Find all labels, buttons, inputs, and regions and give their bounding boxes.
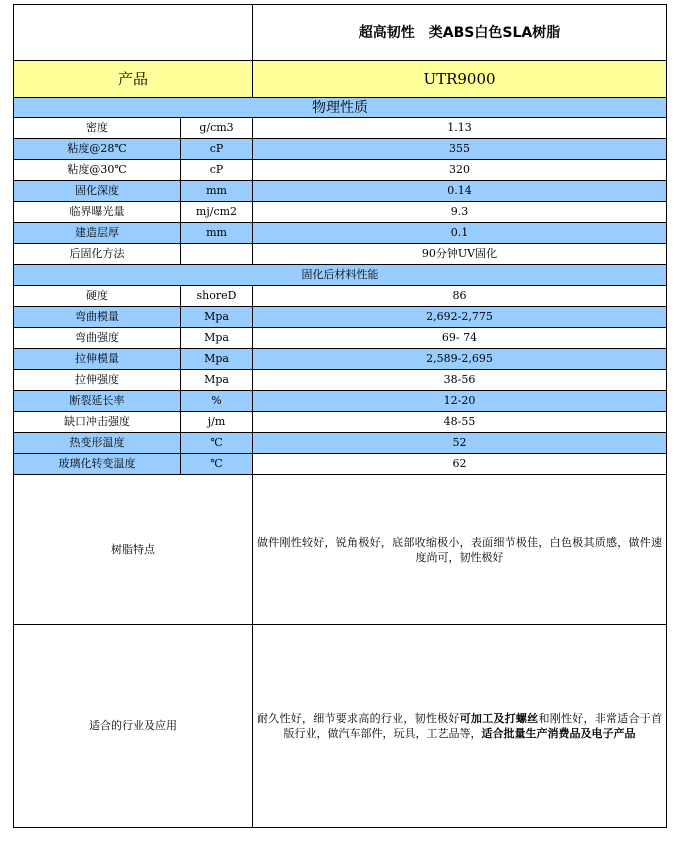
product-label: 产品 xyxy=(14,61,253,98)
property-unit: mm xyxy=(181,223,253,244)
property-value: 2,692-2,775 xyxy=(253,307,667,328)
property-unit: % xyxy=(181,391,253,412)
table-row xyxy=(14,433,667,454)
property-value: 69- 74 xyxy=(253,328,667,349)
property-value: 0.1 xyxy=(253,223,667,244)
property-name: 弯曲强度 xyxy=(14,328,181,349)
product-row xyxy=(14,61,667,98)
section-header-cured xyxy=(14,265,667,286)
features-label: 树脂特点 xyxy=(14,475,253,625)
property-name: 密度 xyxy=(14,118,181,139)
property-value: 90分钟UV固化 xyxy=(253,244,667,265)
applications-text xyxy=(253,625,667,828)
table-row xyxy=(14,139,667,160)
property-value: 12-20 xyxy=(253,391,667,412)
applications-text-part-1: 耐久性好，细节要求高的行业，韧性极好 xyxy=(257,712,460,725)
table-row xyxy=(14,349,667,370)
table-row xyxy=(14,244,667,265)
features-row xyxy=(14,475,667,625)
property-name: 临界曝光量 xyxy=(14,202,181,223)
section-title-cured: 固化后材料性能 xyxy=(14,265,667,286)
applications-row xyxy=(14,625,667,828)
table-row xyxy=(14,223,667,244)
property-unit: ℃ xyxy=(181,433,253,454)
title-blank-cell xyxy=(14,5,253,61)
table-row xyxy=(14,391,667,412)
property-name: 拉伸模量 xyxy=(14,349,181,370)
property-value: 38-56 xyxy=(253,370,667,391)
table-row xyxy=(14,118,667,139)
property-value: 1.13 xyxy=(253,118,667,139)
property-unit: g/cm3 xyxy=(181,118,253,139)
property-unit xyxy=(181,244,253,265)
property-name: 后固化方法 xyxy=(14,244,181,265)
property-unit: Mpa xyxy=(181,328,253,349)
property-value: 62 xyxy=(253,454,667,475)
applications-text-part-2: 和刚性好，非常适合于首版行业，做汽车部件，玩具，工艺品等， xyxy=(283,712,663,740)
applications-label: 适合的行业及应用 xyxy=(14,625,253,828)
property-name: 热变形温度 xyxy=(14,433,181,454)
property-unit: j/m xyxy=(181,412,253,433)
table-row xyxy=(14,328,667,349)
property-value: 0.14 xyxy=(253,181,667,202)
property-value: 320 xyxy=(253,160,667,181)
product-title: 超高韧性 类ABS白色SLA树脂 xyxy=(253,5,667,61)
property-value: 9.3 xyxy=(253,202,667,223)
property-name: 硬度 xyxy=(14,286,181,307)
title-row xyxy=(14,5,667,61)
property-unit: Mpa xyxy=(181,349,253,370)
table-row xyxy=(14,454,667,475)
property-name: 弯曲模量 xyxy=(14,307,181,328)
property-value: 48-55 xyxy=(253,412,667,433)
property-value: 2,589-2,695 xyxy=(253,349,667,370)
table-row xyxy=(14,202,667,223)
table-row xyxy=(14,160,667,181)
property-unit: mj/cm2 xyxy=(181,202,253,223)
property-name: 玻璃化转变温度 xyxy=(14,454,181,475)
features-text: 做件刚性较好，锐角极好，底部收缩极小，表面细节极佳，白色极其质感，做件速度尚可，韧性极好 xyxy=(253,475,667,625)
applications-bold-part-1: 可加工及打螺丝 xyxy=(459,712,539,725)
table-row xyxy=(14,370,667,391)
property-unit: ℃ xyxy=(181,454,253,475)
property-name: 断裂延长率 xyxy=(14,391,181,412)
property-value: 52 xyxy=(253,433,667,454)
property-value: 355 xyxy=(253,139,667,160)
table-row xyxy=(14,307,667,328)
table-row xyxy=(14,286,667,307)
section-title-physical: 物理性质 xyxy=(14,98,667,118)
property-unit: cP xyxy=(181,160,253,181)
property-value: 86 xyxy=(253,286,667,307)
property-name: 固化深度 xyxy=(14,181,181,202)
product-model: UTR9000 xyxy=(253,61,667,98)
table-row xyxy=(14,412,667,433)
property-unit: cP xyxy=(181,139,253,160)
property-name: 粘度@28℃ xyxy=(14,139,181,160)
property-unit: mm xyxy=(181,181,253,202)
table-row xyxy=(14,181,667,202)
property-name: 缺口冲击强度 xyxy=(14,412,181,433)
property-unit: shoreD xyxy=(181,286,253,307)
applications-bold-part-2: 适合批量生产消费品及电子产品 xyxy=(481,727,636,740)
property-name: 建造层厚 xyxy=(14,223,181,244)
property-unit: Mpa xyxy=(181,307,253,328)
spec-sheet-table xyxy=(13,4,667,828)
property-name: 拉伸强度 xyxy=(14,370,181,391)
property-name: 粘度@30℃ xyxy=(14,160,181,181)
property-unit: Mpa xyxy=(181,370,253,391)
section-header-physical xyxy=(14,98,667,118)
